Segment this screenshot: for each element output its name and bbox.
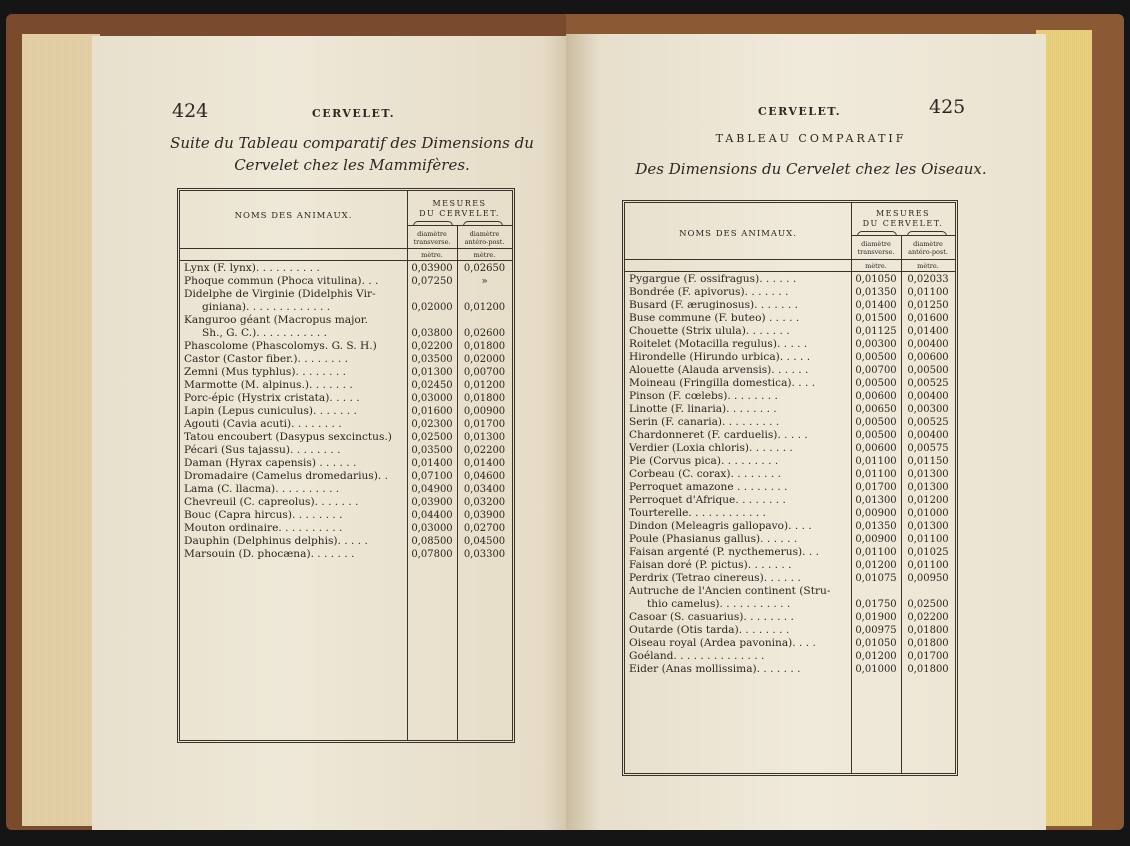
table-row — [184, 392, 512, 405]
animal-name: Buse commune (F. buteo) . . . . . — [629, 312, 800, 324]
table-row — [184, 340, 512, 353]
table-row — [629, 429, 955, 442]
header-antero: diamètre antéro-post. — [464, 230, 505, 246]
animal-name: Marsouin (D. phocæna). . . . . . . — [184, 548, 355, 560]
table-row — [629, 585, 955, 598]
animal-name: Chouette (Strix ulula). . . . . . . — [629, 325, 790, 337]
animal-name: Bouc (Capra hircus). . . . . . . . — [184, 509, 343, 521]
table-row — [629, 559, 955, 572]
table-row — [184, 353, 512, 366]
table-row — [184, 327, 512, 340]
page-number: 425 — [929, 96, 966, 118]
table-row — [184, 405, 512, 418]
animal-name: Pécari (Sus tajassu). . . . . . . . — [184, 444, 341, 456]
antero-value: 0,00400 — [907, 339, 949, 350]
running-head: CERVELET. — [312, 107, 396, 120]
caption-line-2: Cervelet chez les Mammifères. — [234, 156, 470, 174]
table-body — [184, 262, 512, 561]
animal-name: Casoar (S. casuarius). . . . . . . . — [629, 611, 794, 623]
transverse-value: 0,01050 — [855, 638, 897, 649]
transverse-value: 0,03000 — [411, 523, 453, 534]
bird-table — [622, 200, 958, 776]
transverse-value: 0,08500 — [411, 536, 453, 547]
table-row — [629, 312, 955, 325]
transverse-value: 0,01125 — [855, 326, 897, 337]
table-row — [629, 442, 955, 455]
transverse-value: 0,03500 — [411, 354, 453, 365]
table-row — [184, 431, 512, 444]
transverse-value: 0,00700 — [855, 365, 897, 376]
animal-name: Pygargue (F. ossifragus). . . . . . — [629, 273, 797, 285]
antero-value: 0,01600 — [907, 313, 949, 324]
page-edges-left — [22, 34, 100, 826]
antero-value: 0,01300 — [907, 482, 949, 493]
transverse-value: 0,01400 — [855, 300, 897, 311]
animal-name: Busard (F. æruginosus). . . . . . . — [629, 299, 798, 311]
table-row — [629, 390, 955, 403]
antero-value: 0,01800 — [463, 393, 506, 404]
antero-value: 0,00525 — [907, 417, 949, 428]
transverse-value: 0,03800 — [411, 328, 453, 339]
animal-name: Perroquet amazone . . . . . . . . — [629, 481, 788, 493]
table-row — [629, 650, 955, 663]
antero-value: 0,00950 — [907, 573, 949, 584]
transverse-value: 0,00650 — [855, 404, 897, 415]
table-row — [629, 377, 955, 390]
animal-name: Autruche de l'Ancien continent (Stru- — [629, 585, 831, 597]
animal-name: Phascolome (Phascolomys. G. S. H.) — [184, 340, 377, 352]
table-row — [629, 416, 955, 429]
transverse-value: 0,00500 — [855, 378, 897, 389]
antero-value: 0,00700 — [463, 367, 506, 378]
animal-name: Lama (C. llacma). . . . . . . . . . — [184, 483, 340, 495]
antero-value: 0,03300 — [463, 549, 506, 560]
antero-value: 0,01200 — [463, 302, 506, 313]
transverse-value: 0,02450 — [411, 380, 453, 391]
antero-value: 0,03900 — [463, 510, 506, 521]
table-row — [629, 611, 955, 624]
table-caption: Des Dimensions du Cervelet chez les Oiseaux. — [635, 160, 987, 178]
table-row — [629, 455, 955, 468]
transverse-value: 0,01100 — [855, 456, 897, 467]
transverse-value: 0,01300 — [855, 495, 897, 506]
antero-value: 0,00575 — [907, 443, 949, 454]
animal-name: Perroquet d'Afrique. . . . . . . . — [629, 494, 786, 506]
antero-value: » — [481, 276, 488, 287]
transverse-value: 0,02500 — [411, 432, 453, 443]
transverse-value: 0,01100 — [855, 469, 897, 480]
header-transverse: diamètre transverse. — [857, 240, 895, 256]
antero-value: 0,00600 — [907, 352, 949, 363]
transverse-value: 0,01600 — [411, 406, 453, 417]
antero-value: 0,02600 — [463, 328, 506, 339]
antero-value: 0,03200 — [463, 497, 506, 508]
running-head: CERVELET. — [758, 105, 842, 118]
table-row — [629, 403, 955, 416]
unit-transverse: mètre. — [865, 262, 887, 270]
animal-name: Perdrix (Tetrao cinereus). . . . . . — [629, 572, 801, 584]
antero-value: 0,02500 — [907, 599, 949, 610]
table-caption — [152, 132, 552, 176]
antero-value: 0,02700 — [463, 523, 506, 534]
antero-value: 0,00300 — [907, 404, 949, 415]
antero-value: 0,01300 — [907, 521, 949, 532]
table-row — [629, 494, 955, 507]
header-names: NOMS DES ANIMAUX. — [679, 229, 797, 239]
animal-name: Marmotte (M. alpinus.). . . . . . . — [184, 379, 353, 391]
transverse-value: 0,00900 — [855, 508, 897, 519]
transverse-value: 0,00900 — [855, 534, 897, 545]
antero-value: 0,01800 — [907, 625, 949, 636]
transverse-value: 0,01750 — [855, 599, 897, 610]
animal-name: Roitelet (Motacilla regulus). . . . . — [629, 338, 808, 350]
transverse-value: 0,07100 — [411, 471, 453, 482]
antero-value: 0,01800 — [907, 664, 949, 675]
transverse-value: 0,02200 — [411, 341, 453, 352]
animal-name: Kanguroo géant (Macropus major. — [184, 314, 369, 326]
transverse-value: 0,01700 — [855, 482, 897, 493]
antero-value: 0,02200 — [907, 612, 949, 623]
animal-name: Castor (Castor fiber.). . . . . . . . — [184, 353, 349, 365]
antero-value: 0,01000 — [907, 508, 949, 519]
antero-value: 0,01100 — [907, 560, 949, 571]
antero-value: 0,00900 — [463, 406, 506, 417]
animal-name: Mouton ordinaire. . . . . . . . . . — [184, 522, 343, 534]
transverse-value: 0,00500 — [855, 417, 897, 428]
header-transverse: diamètre transverse. — [413, 230, 451, 246]
unit-antero: mètre. — [917, 262, 939, 270]
left-page — [92, 36, 576, 830]
animal-name: Linotte (F. linaria). . . . . . . . — [629, 403, 777, 415]
page-number: 424 — [172, 100, 209, 122]
antero-value: 0,02200 — [463, 445, 506, 456]
transverse-value: 0,00600 — [855, 391, 897, 402]
table-row — [184, 535, 512, 548]
table-row — [629, 468, 955, 481]
animal-name: Sh., G. C.). . . . . . . . . . . — [202, 327, 327, 339]
table-row — [629, 364, 955, 377]
animal-name: Goéland. . . . . . . . . . . . . . — [629, 650, 765, 662]
table-row — [184, 444, 512, 457]
table-row — [629, 572, 955, 585]
transverse-value: 0,01500 — [855, 313, 897, 324]
animal-name: Faisan argenté (P. nycthemerus). . . — [629, 546, 819, 558]
transverse-value: 0,01300 — [411, 367, 453, 378]
table-row — [629, 325, 955, 338]
animal-name: Dindon (Meleagris gallopavo). . . . — [629, 520, 812, 532]
transverse-value: 0,07800 — [411, 549, 453, 560]
table-row — [184, 496, 512, 509]
antero-value: 0,00400 — [907, 391, 949, 402]
table-row — [629, 520, 955, 533]
table-row — [629, 598, 955, 611]
animal-name: Porc-épic (Hystrix cristata). . . . . — [184, 392, 360, 404]
right-page — [566, 34, 1046, 830]
table-row — [184, 379, 512, 392]
transverse-value: 0,02300 — [411, 419, 453, 430]
table-row — [629, 637, 955, 650]
table-row — [629, 286, 955, 299]
antero-value: 0,02033 — [907, 274, 949, 285]
antero-value: 0,04500 — [463, 536, 506, 547]
animal-name: Agouti (Cavia acuti). . . . . . . . — [184, 418, 342, 430]
antero-value: 0,01150 — [907, 456, 949, 467]
table-row — [184, 275, 512, 288]
animal-name: Moineau (Fringilla domestica). . . . — [629, 377, 816, 389]
animal-name: Alouette (Alauda arvensis). . . . . . — [629, 364, 809, 376]
antero-value: 0,01800 — [907, 638, 949, 649]
table-row — [629, 299, 955, 312]
table-row — [629, 546, 955, 559]
antero-value: 0,01700 — [907, 651, 949, 662]
table-row — [184, 548, 512, 561]
table-row — [184, 418, 512, 431]
animal-name: Poule (Phasianus gallus). . . . . . — [629, 533, 798, 545]
antero-value: 0,01700 — [463, 419, 506, 430]
antero-value: 0,00500 — [907, 365, 949, 376]
transverse-value: 0,03000 — [411, 393, 453, 404]
table-row — [629, 273, 955, 286]
table-row — [184, 262, 512, 275]
transverse-value: 0,03900 — [411, 497, 453, 508]
antero-value: 0,04600 — [463, 471, 506, 482]
animal-name: Verdier (Loxia chloris). . . . . . . — [629, 442, 793, 454]
transverse-value: 0,03500 — [411, 445, 453, 456]
animal-name: Serin (F. canaria). . . . . . . . . — [629, 416, 780, 428]
antero-value: 0,02000 — [463, 354, 506, 365]
table-row — [184, 522, 512, 535]
table-row — [629, 507, 955, 520]
animal-name: Lynx (F. lynx). . . . . . . . . . — [184, 262, 320, 274]
transverse-value: 0,00500 — [855, 430, 897, 441]
transverse-value: 0,03900 — [411, 263, 453, 274]
transverse-value: 0,01075 — [855, 573, 897, 584]
header-measures: MESURES DU CERVELET. — [862, 209, 944, 228]
unit-transverse: mètre. — [421, 251, 443, 259]
animal-name: Faisan doré (P. pictus). . . . . . . — [629, 559, 792, 571]
antero-value: 0,01200 — [907, 495, 949, 506]
antero-value: 0,01100 — [907, 534, 949, 545]
animal-name: Zemni (Mus typhlus). . . . . . . . — [184, 366, 346, 378]
animal-name: Eider (Anas mollissima). . . . . . . — [629, 663, 801, 675]
table-row — [184, 470, 512, 483]
transverse-value: 0,02000 — [411, 302, 453, 313]
transverse-value: 0,01200 — [855, 560, 897, 571]
antero-value: 0,01100 — [907, 287, 949, 298]
header-antero: diamètre antéro-post. — [908, 240, 948, 256]
transverse-value: 0,00300 — [855, 339, 897, 350]
transverse-value: 0,01350 — [855, 521, 897, 532]
animal-name: Chardonneret (F. carduelis). . . . . — [629, 429, 808, 441]
animal-name: Dromadaire (Camelus dromedarius). . — [184, 470, 388, 482]
table-row — [629, 351, 955, 364]
transverse-value: 0,01200 — [855, 651, 897, 662]
animal-name: Corbeau (C. corax). . . . . . . . — [629, 468, 782, 480]
transverse-value: 0,00500 — [855, 352, 897, 363]
antero-value: 0,03400 — [463, 484, 506, 495]
table-body — [629, 273, 955, 676]
transverse-value: 0,07250 — [411, 276, 453, 287]
animal-name: Didelphe de Virginie (Didelphis Vir- — [184, 288, 376, 300]
animal-name: Bondrée (F. apivorus). . . . . . . — [629, 286, 789, 298]
header-names: NOMS DES ANIMAUX. — [234, 211, 353, 221]
caption-line-1: Suite du Tableau comparatif des Dimensions du — [170, 134, 534, 152]
antero-value: 0,00525 — [907, 378, 949, 389]
animal-name: Lapin (Lepus cuniculus). . . . . . . — [184, 405, 357, 417]
table-row — [184, 366, 512, 379]
transverse-value: 0,01350 — [855, 287, 897, 298]
animal-name: Pie (Corvus pica). . . . . . . . . — [629, 455, 779, 467]
table-row — [184, 509, 512, 522]
table-row — [184, 288, 512, 301]
transverse-value: 0,01050 — [855, 274, 897, 285]
animal-name: Outarde (Otis tarda). . . . . . . . — [629, 624, 790, 636]
animal-name: Daman (Hyrax capensis) . . . . . . — [184, 457, 357, 469]
transverse-value: 0,00600 — [855, 443, 897, 454]
table-row — [629, 663, 955, 676]
transverse-value: 0,01400 — [411, 458, 453, 469]
animal-name: Chevreuil (C. capreolus). . . . . . . — [184, 496, 359, 508]
transverse-value: 0,04400 — [411, 510, 453, 521]
animal-name: Tourterelle. . . . . . . . . . . . — [629, 507, 766, 519]
antero-value: 0,01300 — [463, 432, 506, 443]
mammal-table — [177, 188, 515, 743]
animal-name: thio camelus). . . . . . . . . . . — [647, 598, 791, 610]
antero-value: 0,01300 — [907, 469, 949, 480]
table-row — [629, 533, 955, 546]
table-row — [629, 481, 955, 494]
table-row — [184, 301, 512, 314]
table-title: TABLEAU COMPARATIF — [715, 132, 907, 145]
animal-name: Pinson (F. cœlebs). . . . . . . . — [629, 390, 778, 402]
transverse-value: 0,01000 — [855, 664, 897, 675]
transverse-value: 0,04900 — [411, 484, 453, 495]
table-row — [184, 314, 512, 327]
unit-antero: mètre. — [473, 251, 496, 259]
animal-name: Hirondelle (Hirundo urbica). . . . . — [629, 351, 811, 363]
animal-name: giniana). . . . . . . . . . . . . — [202, 301, 331, 313]
antero-value: 0,01025 — [907, 547, 949, 558]
animal-name: Dauphin (Delphinus delphis). . . . . — [184, 535, 368, 547]
antero-value: 0,01400 — [463, 458, 506, 469]
transverse-value: 0,01900 — [855, 612, 897, 623]
antero-value: 0,01800 — [463, 341, 506, 352]
table-row — [184, 457, 512, 470]
animal-name: Oiseau royal (Ardea pavonina). . . . — [629, 637, 816, 649]
table-row — [184, 483, 512, 496]
header-measures: MESURES DU CERVELET. — [419, 199, 500, 218]
antero-value: 0,01250 — [907, 300, 949, 311]
animal-name: Phoque commun (Phoca vitulina). . . — [184, 275, 379, 287]
transverse-value: 0,01100 — [855, 547, 897, 558]
antero-value: 0,00400 — [907, 430, 949, 441]
table-row — [629, 338, 955, 351]
antero-value: 0,01400 — [907, 326, 949, 337]
table-row — [629, 624, 955, 637]
antero-value: 0,02650 — [463, 263, 506, 274]
transverse-value: 0,00975 — [855, 625, 897, 636]
animal-name: Tatou encoubert (Dasypus sexcinctus.) — [184, 431, 392, 443]
antero-value: 0,01200 — [463, 380, 506, 391]
